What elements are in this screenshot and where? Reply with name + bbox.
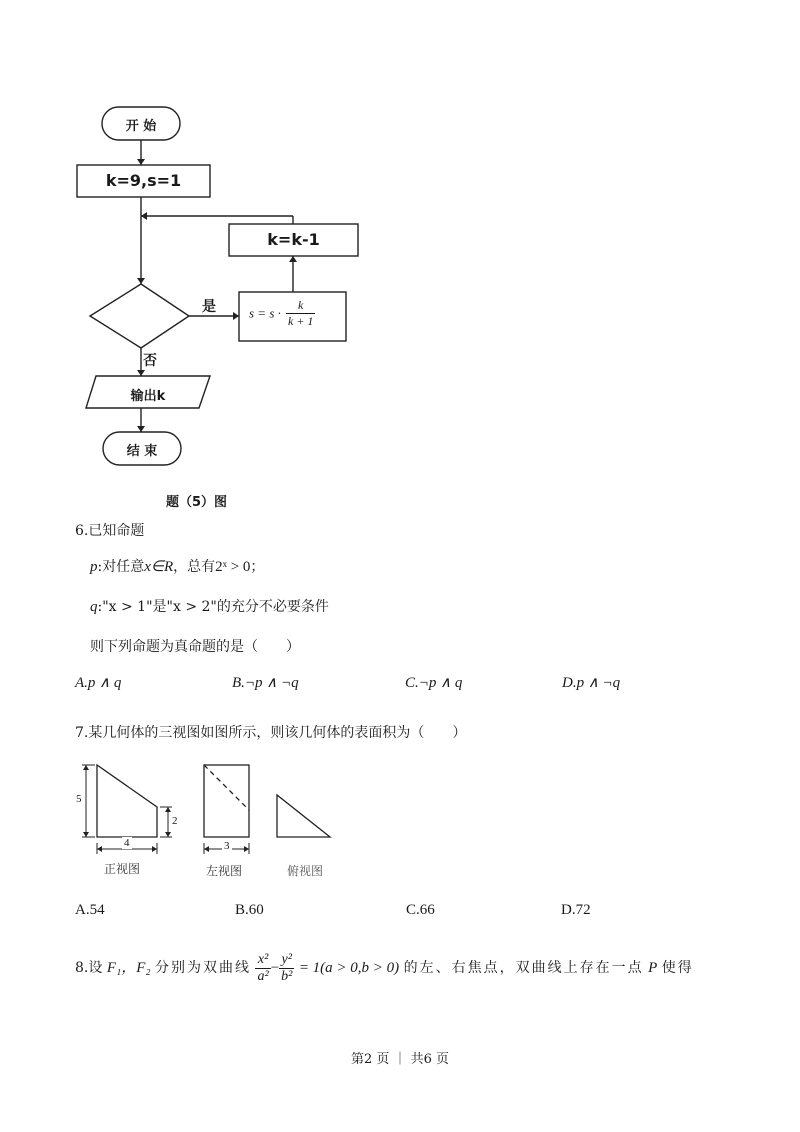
top-view-shape [277,795,330,837]
q8-frac2-den: b² [281,968,293,984]
q8-frac2-num: y² [279,952,294,969]
q7-option-c: C.66 [406,902,435,918]
q-label: q [90,599,98,615]
q8-fraction-x [255,952,270,985]
q6-proposition-p [90,558,264,576]
q6-option-a: A.p ∧ q [75,675,122,691]
p-math2: 2ˣ > 0 [215,559,251,575]
dim-5: 5 [76,793,82,805]
dim-4: 4 [124,837,130,849]
q8-eq: = 1(a > 0,b > 0) [298,960,400,976]
q8-frac1-den: a² [257,968,269,984]
p-math: x∈R [144,559,174,575]
q6-stem: 6.已知命题 [75,523,145,539]
p-label: p [90,559,98,575]
q8-frac1-num: x² [255,952,270,969]
q-text: :"x > 1"是"x > 2"的充分不必要条件 [97,599,329,615]
q8-fraction-y [279,952,294,985]
formula-lhs: s = s · [249,305,281,321]
front-view-label: 正视图 [104,862,141,876]
p-text: :对任意 [97,559,145,575]
q8-tail: 使得 [661,960,694,976]
q6-ask: 则下列命题为真命题的是（ ） [90,639,300,655]
p-text2: ，总有 [173,559,216,575]
q8-prefix: 8.设 [75,960,103,976]
q8-mid: 分别为双曲线 [155,960,252,976]
q8-line [75,948,694,988]
figure-caption: 题（5）图 [166,495,228,510]
decision-diamond [90,284,189,348]
q8-foci: F₁，F₂ [106,960,151,976]
q7-stem: 7.某几何体的三视图如图所示，则该几何体的表面积为（ ） [75,725,467,741]
top-view-label: 俯视图 [287,864,324,878]
left-view-shape [204,765,249,837]
page-footer: 第2 页 ｜ 共6 页 [350,1052,450,1067]
dim-2: 2 [172,815,178,827]
q6-option-b: B.¬p ∧ ¬q [232,675,299,691]
p-end: ； [250,559,265,575]
q6-proposition-q [90,598,329,616]
q8-point: P [648,960,658,976]
q6-option-d: D.p ∧ ¬q [562,675,621,691]
dim-3: 3 [224,840,230,852]
left-view-label: 左视图 [206,864,243,878]
q8-minus: − [270,960,280,976]
q7-option-d: D.72 [561,902,591,918]
flow-formula [249,298,315,329]
q7-option-a: A.54 [75,902,105,918]
formula-numerator: k [286,298,315,314]
formula-fraction [286,298,315,329]
front-view-shape [97,765,157,837]
flow-no-label: 否 [143,353,157,369]
flow-start-label: 开 始 [125,119,157,134]
flow-output-label: 输出k [130,389,166,404]
flow-init-label: k=9,s=1 [105,171,182,190]
q7-option-b: B.60 [235,902,264,918]
flow-update-label: k=k-1 [267,230,320,249]
q6-option-c: C.¬p ∧ q [405,675,463,691]
q8-suffix: 的左、右焦点，双曲线上存在一点 [403,960,644,976]
flow-yes-label: 是 [202,299,216,315]
flow-end-label: 结 束 [126,444,158,459]
formula-denominator: k + 1 [287,314,314,328]
